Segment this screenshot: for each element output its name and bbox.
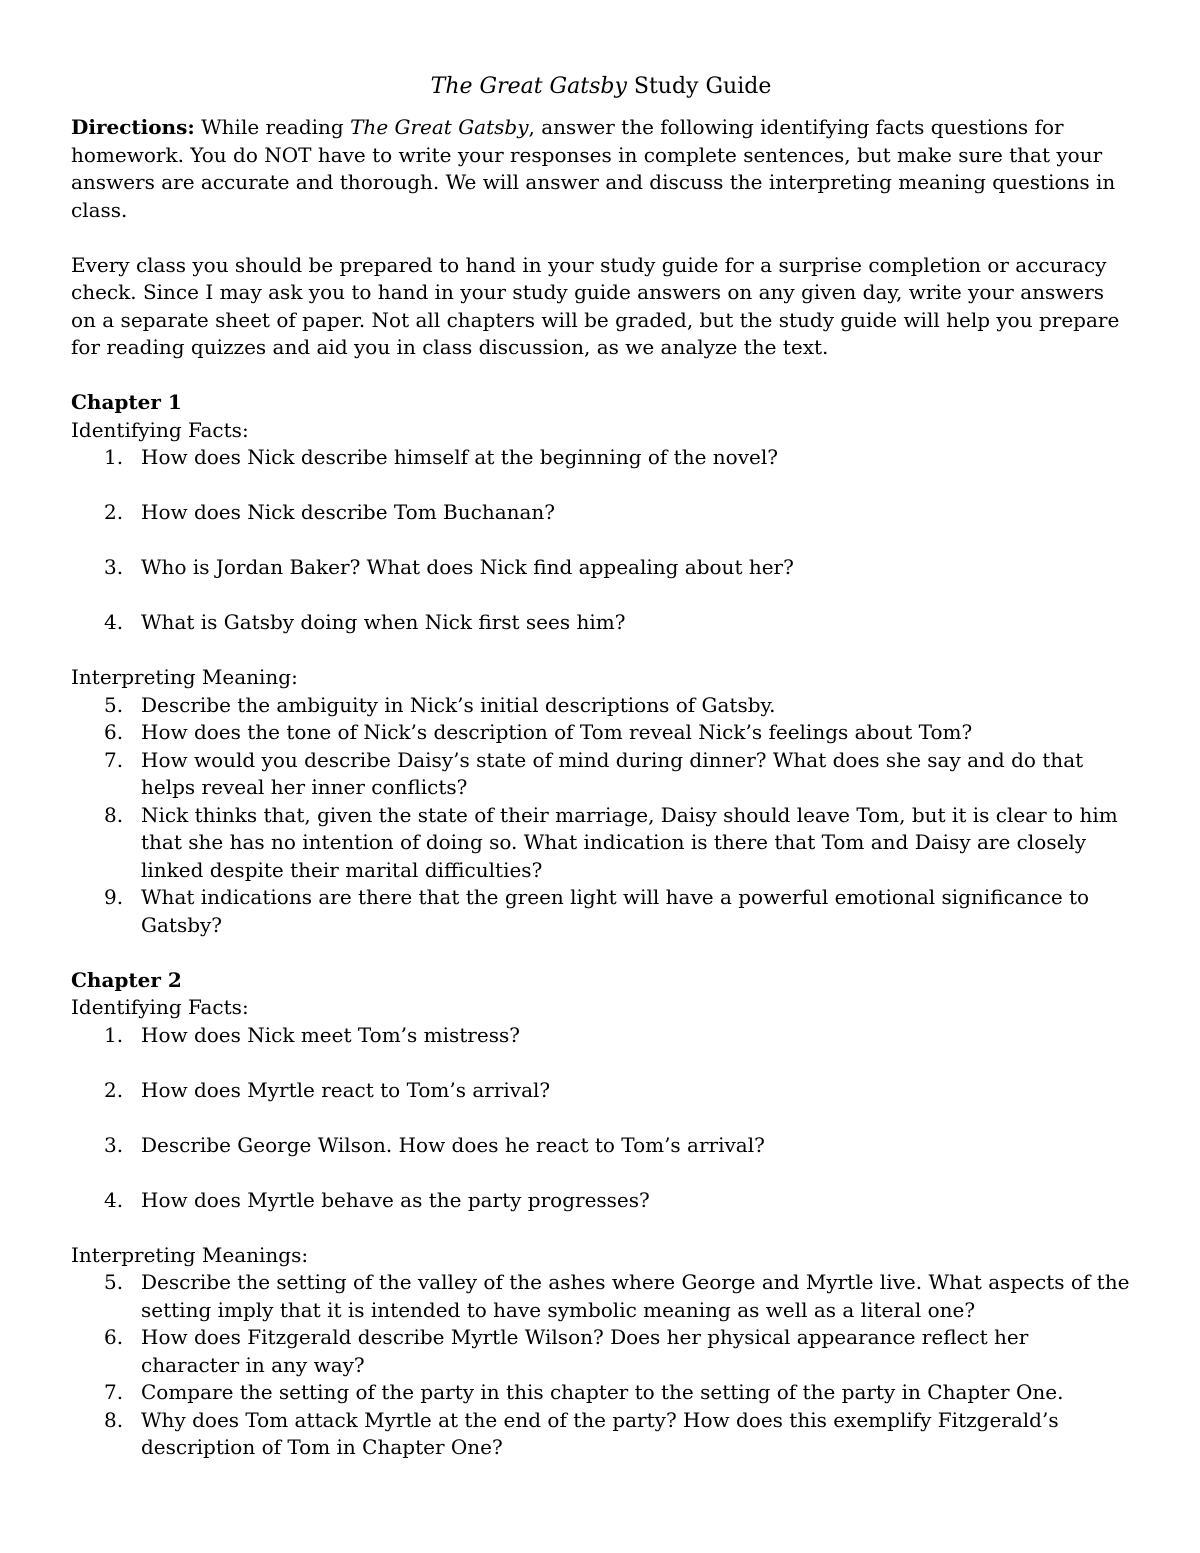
directions-book-name: The Great Gatsby xyxy=(350,115,529,139)
interpreting-meanings-label: Interpreting Meanings: xyxy=(71,1242,309,1267)
question-text: How does the tone of Nick’s description of Tom reveal Nick’s feelings about Tom? xyxy=(141,720,973,744)
question-item xyxy=(71,719,1131,747)
question-number: 9. xyxy=(104,885,124,909)
question-item xyxy=(71,884,1131,939)
question-number: 3. xyxy=(104,1132,124,1157)
question-item xyxy=(71,802,1131,885)
question-item xyxy=(71,1132,1131,1160)
question-text: Describe George Wilson. How does he react to Tom’s arrival? xyxy=(141,1132,765,1157)
question-item xyxy=(71,1077,1131,1105)
question-item xyxy=(71,747,1131,802)
question-number: 1. xyxy=(104,445,124,469)
question-number: 8. xyxy=(104,1407,124,1432)
chapter-heading: Chapter 2 xyxy=(71,967,182,992)
interpreting-meaning-label: Interpreting Meaning: xyxy=(71,665,298,689)
interpreting-meaning-list xyxy=(71,692,1131,940)
directions-text-before: While reading xyxy=(194,115,351,139)
question-item xyxy=(71,1407,1131,1462)
question-text: How does Nick describe Tom Buchanan? xyxy=(141,500,556,524)
directions-label: Directions: xyxy=(71,115,195,139)
document-title xyxy=(71,72,1131,102)
question-number: 1. xyxy=(104,1022,124,1047)
question-text: Describe the ambiguity in Nick’s initial descriptions of Gatsby. xyxy=(141,692,776,717)
question-text: How does Nick describe himself at the beginning of the novel? xyxy=(141,445,778,469)
question-text: Why does Tom attack Myrtle at the end of the party? How does this exemplify Fitzgerald’s description of Tom in Chapter One? xyxy=(141,1407,1059,1459)
chapter-heading: Chapter 1 xyxy=(71,390,182,414)
title-book-name: The Great Gatsby xyxy=(430,74,627,99)
directions-paragraph xyxy=(71,114,1131,224)
question-item xyxy=(71,1269,1131,1324)
chapter-1-section xyxy=(71,389,1131,939)
identifying-facts-label: Identifying Facts: xyxy=(71,417,249,442)
question-item xyxy=(71,499,1131,527)
identifying-facts-list xyxy=(71,444,1131,637)
question-item xyxy=(71,554,1131,582)
interpreting-meanings-list xyxy=(71,1269,1131,1462)
question-number: 5. xyxy=(104,692,124,717)
question-text: What is Gatsby doing when Nick first sees him? xyxy=(141,610,626,634)
question-number: 7. xyxy=(104,1380,124,1404)
question-item xyxy=(71,1022,1131,1050)
question-text: Nick thinks that, given the state of their marriage, Daisy should leave Tom, but it is clear to him that she has no intention of doing so. What indication is there that Tom and Daisy are closely linked despite their marital difficulties? xyxy=(141,802,1118,882)
question-number: 8. xyxy=(104,802,124,827)
question-number: 6. xyxy=(104,720,124,744)
question-text: What indications are there that the green light will have a powerful emotional significance to Gatsby? xyxy=(141,885,1090,937)
question-number: 2. xyxy=(104,500,124,524)
question-text: How does Nick meet Tom’s mistress? xyxy=(141,1022,520,1047)
question-item xyxy=(71,444,1131,472)
question-text: How does Myrtle react to Tom’s arrival? xyxy=(141,1077,551,1102)
question-number: 7. xyxy=(104,747,124,772)
title-suffix: Study Guide xyxy=(626,74,772,99)
question-item xyxy=(71,1187,1131,1215)
question-text: Describe the setting of the valley of the ashes where George and Myrtle live. What aspects of the setting imply that it is intended to have symbolic meaning as well as a literal one? xyxy=(141,1270,1130,1322)
identifying-facts-label: Identifying Facts: xyxy=(71,995,249,1019)
question-text: Who is Jordan Baker? What does Nick find appealing about her? xyxy=(141,555,794,579)
directions-text-after: , answer the following identifying facts questions for homework. You do NOT have to write your responses in complete sentences, but make sure that your answers are accurate and thorough. We will answer and discuss the interpreting meaning questions in class. xyxy=(71,115,1116,222)
question-text: How does Fitzgerald describe Myrtle Wilson? Does her physical appearance reflect her character in any way? xyxy=(141,1325,1029,1377)
question-number: 4. xyxy=(104,610,124,634)
question-item xyxy=(71,692,1131,720)
question-text: How would you describe Daisy’s state of mind during dinner? What does she say and do that helps reveal her inner conflicts? xyxy=(141,747,1084,799)
question-number: 5. xyxy=(104,1270,124,1294)
question-number: 4. xyxy=(104,1187,124,1212)
document-page xyxy=(71,72,1131,1462)
chapter-2-section xyxy=(71,967,1131,1462)
question-number: 6. xyxy=(104,1325,124,1349)
note-paragraph: Every class you should be prepared to hand in your study guide for a surprise completion or accuracy check. Since I may ask you to hand in your study guide answers on any given day, write your answers on a separate sheet of paper. Not all chapters will be graded, but the study guide will help you prepare for reading quizzes and aid you in class discussion, as we analyze the text. xyxy=(71,252,1120,359)
identifying-facts-list xyxy=(71,1022,1131,1215)
question-text: Compare the setting of the party in this chapter to the setting of the party in Chapter One. xyxy=(141,1380,1064,1404)
question-number: 2. xyxy=(104,1077,124,1102)
question-item xyxy=(71,1324,1131,1379)
question-item xyxy=(71,1379,1131,1407)
question-number: 3. xyxy=(104,555,124,579)
question-text: How does Myrtle behave as the party progresses? xyxy=(141,1187,650,1212)
question-item xyxy=(71,609,1131,637)
